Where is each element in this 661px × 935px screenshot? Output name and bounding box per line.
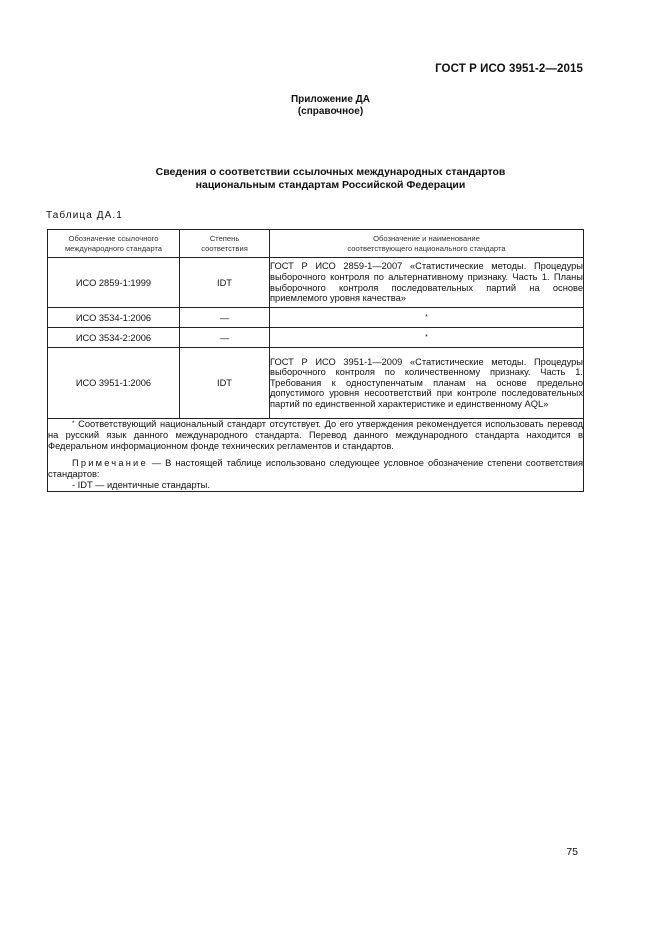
table-row: [48, 328, 584, 348]
cell-standard: ИСО 3951-1:2006: [48, 348, 180, 419]
table-header-row: [48, 230, 584, 258]
header-international-standard: Обозначение ссылочного международного стандарта: [48, 230, 180, 258]
note-text: — В настоящей таблице использовано следующее условное обозначение степени соответствия стандартов:: [48, 457, 583, 479]
table-notes: [48, 419, 584, 492]
header-degree: Степень соответствия: [180, 230, 270, 258]
cell-national: ГОСТ Р ИСО 2859-1—2007 «Статистические методы. Процедуры выборочного контроля по альтернативному признаку. Часть 1. Планы выборочного контроля последовательных партий на основе приемлемого уровня качества»: [270, 258, 584, 308]
page-number: 75: [566, 846, 578, 858]
cell-degree: —: [180, 328, 270, 348]
section-title-line1: Сведения о соответствии ссылочных международных стандартов: [155, 166, 506, 178]
cell-standard: ИСО 3534-2:2006: [48, 328, 180, 348]
table-row: [48, 258, 584, 308]
cell-national: ГОСТ Р ИСО 3951-1—2009 «Статистические методы. Процедуры выборочного контроля по количественному признаку. Часть 1. Требования к одноступенчатым планам на основе предельно допустимого уровня несоответствий при контроле последовательных партий по единственной характеристике и единственному AQL»: [270, 348, 584, 419]
cell-standard: ИСО 2859-1:1999: [48, 258, 180, 308]
table-note: [48, 458, 583, 480]
table-row: [48, 308, 584, 328]
document-code: ГОСТ Р ИСО 3951-2—2015: [435, 63, 583, 75]
cell-degree: IDT: [180, 258, 270, 308]
table-row: [48, 348, 584, 419]
header-national-standard: Обозначение и наименование соответствующего национального стандарта: [270, 230, 584, 258]
correspondence-table: [47, 229, 584, 492]
appendix-type: (справочное): [297, 106, 364, 117]
cell-standard: ИСО 3534-1:2006: [48, 308, 180, 328]
table-label: Таблица ДА.1: [46, 210, 123, 221]
cell-degree: —: [180, 308, 270, 328]
appendix-heading: [0, 94, 661, 118]
cell-degree: IDT: [180, 348, 270, 419]
footnote-mark: *: [72, 420, 75, 427]
table-notes-row: [48, 419, 584, 492]
section-title: [0, 166, 661, 192]
footnote: [48, 419, 583, 453]
note-item: - IDT — идентичные стандарты.: [72, 480, 210, 491]
cell-national: *: [270, 308, 584, 328]
section-title-line2: национальным стандартам Российской Федерации: [195, 179, 466, 191]
cell-national: *: [270, 328, 584, 348]
footnote-text: Соответствующий национальный стандарт отсутствует. До его утверждения рекомендуется использовать перевод на русский язык данного международного стандарта. Перевод данного международного стандарта находится в Федеральном информационном фонде технических регламентов и стандартов.: [48, 419, 583, 452]
note-label: Примечание: [72, 457, 148, 468]
appendix-title: Приложение ДА: [290, 94, 371, 105]
